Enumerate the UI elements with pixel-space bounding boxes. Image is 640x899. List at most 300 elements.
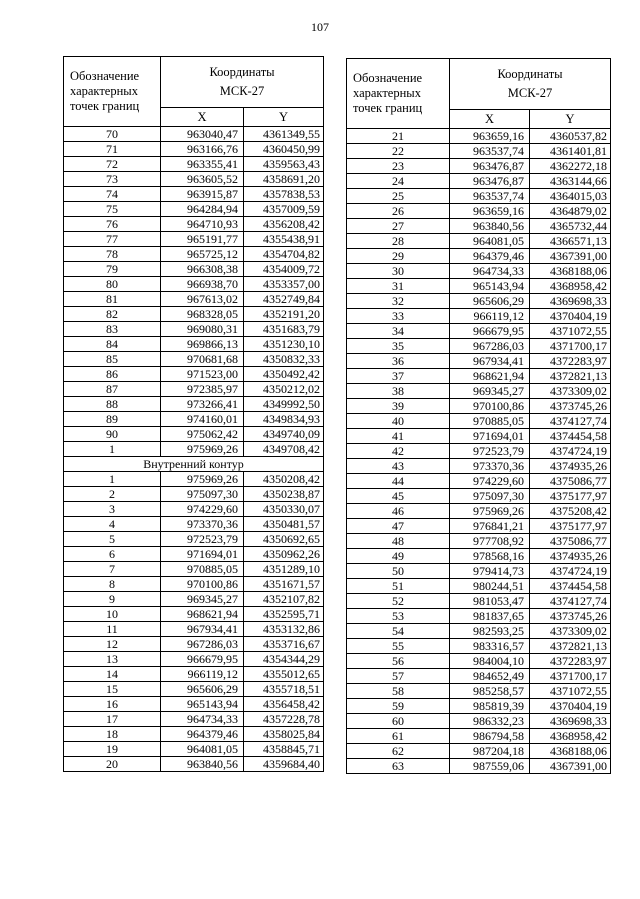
x-coordinate: 969866,13 <box>161 337 244 352</box>
point-number: 88 <box>64 397 161 412</box>
point-number: 87 <box>64 382 161 397</box>
x-coordinate: 963355,41 <box>161 157 244 172</box>
table-row <box>347 744 611 759</box>
y-coordinate: 4373309,02 <box>530 624 611 639</box>
x-coordinate: 969345,27 <box>450 384 530 399</box>
y-coordinate: 4350962,26 <box>244 547 324 562</box>
point-number: 46 <box>347 504 450 519</box>
y-coordinate: 4351230,10 <box>244 337 324 352</box>
point-number: 22 <box>347 144 450 159</box>
coordinates-table-left <box>63 56 324 772</box>
x-coordinate: 985258,57 <box>450 684 530 699</box>
point-number: 45 <box>347 489 450 504</box>
y-coordinate: 4354704,82 <box>244 247 324 262</box>
table-row <box>64 502 324 517</box>
point-number: 75 <box>64 202 161 217</box>
x-coordinate: 970100,86 <box>450 399 530 414</box>
table-row <box>347 264 611 279</box>
y-coordinate: 4375086,77 <box>530 474 611 489</box>
point-number: 14 <box>64 667 161 682</box>
x-coordinate: 981053,47 <box>450 594 530 609</box>
table-row <box>64 577 324 592</box>
x-coordinate: 965725,12 <box>161 247 244 262</box>
table-row <box>347 234 611 249</box>
table-row <box>64 382 324 397</box>
point-number: 77 <box>64 232 161 247</box>
point-number: 9 <box>64 592 161 607</box>
y-coordinate: 4352749,84 <box>244 292 324 307</box>
x-coordinate: 963659,16 <box>450 129 530 144</box>
point-number: 2 <box>64 487 161 502</box>
y-coordinate: 4353716,67 <box>244 637 324 652</box>
table-row <box>347 564 611 579</box>
point-number: 1 <box>64 472 161 487</box>
y-coordinate: 4375177,97 <box>530 519 611 534</box>
coordinates-table-right <box>346 58 611 774</box>
y-coordinate: 4374724,19 <box>530 564 611 579</box>
point-number: 47 <box>347 519 450 534</box>
table-row <box>64 682 324 697</box>
point-number: 42 <box>347 444 450 459</box>
point-number: 60 <box>347 714 450 729</box>
x-coordinate: 965143,94 <box>161 697 244 712</box>
table-row <box>347 399 611 414</box>
x-coordinate: 975969,26 <box>450 504 530 519</box>
table-row <box>64 322 324 337</box>
y-coordinate: 4374454,58 <box>530 429 611 444</box>
y-coordinate: 4359684,40 <box>244 757 324 772</box>
x-coordinate: 984004,10 <box>450 654 530 669</box>
y-coordinate: 4362272,18 <box>530 159 611 174</box>
x-coordinate: 964379,46 <box>450 249 530 264</box>
point-designation-header: Обозначение характерных точек границ <box>347 59 450 129</box>
point-number: 1 <box>64 442 161 457</box>
y-coordinate: 4361401,81 <box>530 144 611 159</box>
y-coordinate: 4369698,33 <box>530 294 611 309</box>
point-number: 24 <box>347 174 450 189</box>
y-column-header: Y <box>244 108 324 127</box>
table-row <box>64 142 324 157</box>
y-coordinate: 4375208,42 <box>530 504 611 519</box>
point-number: 31 <box>347 279 450 294</box>
y-coordinate: 4374935,26 <box>530 459 611 474</box>
point-number: 50 <box>347 564 450 579</box>
x-coordinate: 971523,00 <box>161 367 244 382</box>
x-coordinate: 963040,47 <box>161 127 244 142</box>
table-row <box>64 472 324 487</box>
y-coordinate: 4357838,53 <box>244 187 324 202</box>
x-coordinate: 966119,12 <box>450 309 530 324</box>
x-coordinate: 975969,26 <box>161 472 244 487</box>
x-coordinate: 963605,52 <box>161 172 244 187</box>
x-coordinate: 975062,42 <box>161 427 244 442</box>
x-coordinate: 978568,16 <box>450 549 530 564</box>
y-coordinate: 4350481,57 <box>244 517 324 532</box>
point-number: 49 <box>347 549 450 564</box>
x-coordinate: 974229,60 <box>450 474 530 489</box>
y-coordinate: 4364015,03 <box>530 189 611 204</box>
y-coordinate: 4373745,26 <box>530 399 611 414</box>
y-coordinate: 4355438,91 <box>244 232 324 247</box>
table-row <box>64 277 324 292</box>
y-coordinate: 4357009,59 <box>244 202 324 217</box>
table-row <box>64 172 324 187</box>
table-row <box>64 667 324 682</box>
y-coordinate: 4363144,66 <box>530 174 611 189</box>
x-coordinate: 969345,27 <box>161 592 244 607</box>
point-number: 33 <box>347 309 450 324</box>
x-coordinate: 963915,87 <box>161 187 244 202</box>
y-coordinate: 4364879,02 <box>530 204 611 219</box>
page-number: 107 <box>311 20 329 34</box>
y-coordinate: 4368188,06 <box>530 264 611 279</box>
point-number: 82 <box>64 307 161 322</box>
x-coordinate: 966679,95 <box>450 324 530 339</box>
table-row <box>347 759 611 774</box>
y-coordinate: 4357228,78 <box>244 712 324 727</box>
x-coordinate: 966119,12 <box>161 667 244 682</box>
point-number: 25 <box>347 189 450 204</box>
point-number: 78 <box>64 247 161 262</box>
y-coordinate: 4352595,71 <box>244 607 324 622</box>
point-number: 70 <box>64 127 161 142</box>
point-number: 58 <box>347 684 450 699</box>
y-coordinate: 4358025,84 <box>244 727 324 742</box>
y-coordinate: 4353132,86 <box>244 622 324 637</box>
point-number: 52 <box>347 594 450 609</box>
point-number: 36 <box>347 354 450 369</box>
y-coordinate: 4373309,02 <box>530 384 611 399</box>
point-number: 29 <box>347 249 450 264</box>
x-coordinate: 983316,57 <box>450 639 530 654</box>
point-number: 39 <box>347 399 450 414</box>
table-row <box>64 622 324 637</box>
x-coordinate: 967934,41 <box>161 622 244 637</box>
x-coordinate: 963476,87 <box>450 159 530 174</box>
point-number: 85 <box>64 352 161 367</box>
point-number: 53 <box>347 609 450 624</box>
y-coordinate: 4374454,58 <box>530 579 611 594</box>
point-number: 40 <box>347 414 450 429</box>
y-coordinate: 4366571,13 <box>530 234 611 249</box>
y-coordinate: 4354009,72 <box>244 262 324 277</box>
point-number: 13 <box>64 652 161 667</box>
x-coordinate: 966938,70 <box>161 277 244 292</box>
table-row <box>347 609 611 624</box>
x-coordinate: 986332,23 <box>450 714 530 729</box>
y-coordinate: 4354344,29 <box>244 652 324 667</box>
y-coordinate: 4367391,00 <box>530 249 611 264</box>
x-coordinate: 963476,87 <box>450 174 530 189</box>
point-number: 86 <box>64 367 161 382</box>
x-coordinate: 972385,97 <box>161 382 244 397</box>
point-number: 73 <box>64 172 161 187</box>
x-coordinate: 975969,26 <box>161 442 244 457</box>
y-coordinate: 4374127,74 <box>530 594 611 609</box>
y-coordinate: 4368188,06 <box>530 744 611 759</box>
point-number: 7 <box>64 562 161 577</box>
x-coordinate: 963166,76 <box>161 142 244 157</box>
table-row <box>64 592 324 607</box>
y-coordinate: 4349740,09 <box>244 427 324 442</box>
x-coordinate: 974229,60 <box>161 502 244 517</box>
x-coordinate: 966679,95 <box>161 652 244 667</box>
x-coordinate: 966308,38 <box>161 262 244 277</box>
x-coordinate: 964284,94 <box>161 202 244 217</box>
y-coordinate: 4350330,07 <box>244 502 324 517</box>
y-coordinate: 4374724,19 <box>530 444 611 459</box>
point-number: 62 <box>347 744 450 759</box>
point-number: 20 <box>64 757 161 772</box>
y-coordinate: 4350492,42 <box>244 367 324 382</box>
x-coordinate: 984652,49 <box>450 669 530 684</box>
table-row <box>347 474 611 489</box>
coordinate-system-label: МСК-27 <box>507 86 553 100</box>
table-row <box>347 429 611 444</box>
table-row <box>64 307 324 322</box>
x-coordinate: 965143,94 <box>450 279 530 294</box>
y-coordinate: 4375177,97 <box>530 489 611 504</box>
table-row <box>347 189 611 204</box>
table-row <box>64 337 324 352</box>
table-row <box>64 517 324 532</box>
y-coordinate: 4368958,42 <box>530 729 611 744</box>
y-column-header: Y <box>530 110 611 129</box>
y-coordinate: 4371072,55 <box>530 684 611 699</box>
table-row <box>347 489 611 504</box>
table-row <box>347 624 611 639</box>
table-row <box>64 352 324 367</box>
table-row <box>64 532 324 547</box>
y-coordinate: 4355012,65 <box>244 667 324 682</box>
x-coordinate: 980244,51 <box>450 579 530 594</box>
point-number: 41 <box>347 429 450 444</box>
y-coordinate: 4350212,02 <box>244 382 324 397</box>
x-coordinate: 964710,93 <box>161 217 244 232</box>
point-number: 89 <box>64 412 161 427</box>
y-coordinate: 4355718,51 <box>244 682 324 697</box>
x-coordinate: 973370,36 <box>161 517 244 532</box>
x-coordinate: 970885,05 <box>450 414 530 429</box>
y-coordinate: 4374935,26 <box>530 549 611 564</box>
point-number: 27 <box>347 219 450 234</box>
point-number: 83 <box>64 322 161 337</box>
x-coordinate: 963537,74 <box>450 144 530 159</box>
point-number: 34 <box>347 324 450 339</box>
table-row <box>64 232 324 247</box>
point-number: 3 <box>64 502 161 517</box>
table-row <box>347 519 611 534</box>
x-coordinate: 964734,33 <box>450 264 530 279</box>
point-number: 38 <box>347 384 450 399</box>
table-row <box>64 217 324 232</box>
x-coordinate: 970885,05 <box>161 562 244 577</box>
point-number: 56 <box>347 654 450 669</box>
y-coordinate: 4372283,97 <box>530 354 611 369</box>
point-number: 11 <box>64 622 161 637</box>
table-row <box>64 292 324 307</box>
x-coordinate: 964081,05 <box>450 234 530 249</box>
y-coordinate: 4358845,71 <box>244 742 324 757</box>
table-row <box>347 144 611 159</box>
y-coordinate: 4372283,97 <box>530 654 611 669</box>
x-coordinate: 964081,05 <box>161 742 244 757</box>
y-coordinate: 4367391,00 <box>530 759 611 774</box>
y-coordinate: 4350208,42 <box>244 472 324 487</box>
x-coordinate: 971694,01 <box>161 547 244 562</box>
y-coordinate: 4361349,55 <box>244 127 324 142</box>
x-coordinate: 969080,31 <box>161 322 244 337</box>
section-row <box>64 457 324 472</box>
y-coordinate: 4353357,00 <box>244 277 324 292</box>
table-row <box>347 459 611 474</box>
x-coordinate: 967613,02 <box>161 292 244 307</box>
y-coordinate: 4349992,50 <box>244 397 324 412</box>
x-coordinate: 967286,03 <box>450 339 530 354</box>
table-row <box>64 262 324 277</box>
point-number: 79 <box>64 262 161 277</box>
y-coordinate: 4352191,20 <box>244 307 324 322</box>
y-coordinate: 4360537,82 <box>530 129 611 144</box>
table-row <box>347 414 611 429</box>
point-number: 18 <box>64 727 161 742</box>
point-number: 90 <box>64 427 161 442</box>
table-row <box>347 159 611 174</box>
table-row <box>64 742 324 757</box>
table-row <box>64 127 324 142</box>
point-number: 5 <box>64 532 161 547</box>
table-row <box>347 294 611 309</box>
point-number: 54 <box>347 624 450 639</box>
point-number: 44 <box>347 474 450 489</box>
point-number: 57 <box>347 669 450 684</box>
coordinates-label: Координаты <box>497 67 563 81</box>
point-number: 37 <box>347 369 450 384</box>
y-coordinate: 4371700,17 <box>530 669 611 684</box>
x-coordinate: 963659,16 <box>450 204 530 219</box>
table-row <box>347 384 611 399</box>
table-row <box>64 547 324 562</box>
coordinates-header <box>450 59 611 110</box>
table-row <box>64 412 324 427</box>
y-coordinate: 4375086,77 <box>530 534 611 549</box>
x-coordinate: 963840,56 <box>450 219 530 234</box>
table-row <box>64 487 324 502</box>
x-coordinate: 973266,41 <box>161 397 244 412</box>
table-row <box>347 219 611 234</box>
point-number: 55 <box>347 639 450 654</box>
point-number: 15 <box>64 682 161 697</box>
x-coordinate: 964734,33 <box>161 712 244 727</box>
x-coordinate: 974160,01 <box>161 412 244 427</box>
table-row <box>64 757 324 772</box>
x-coordinate: 987559,06 <box>450 759 530 774</box>
table-row <box>64 712 324 727</box>
point-number: 8 <box>64 577 161 592</box>
point-number: 81 <box>64 292 161 307</box>
table-row <box>347 669 611 684</box>
x-column-header: X <box>161 108 244 127</box>
table-row <box>64 367 324 382</box>
table-row <box>347 339 611 354</box>
point-number: 80 <box>64 277 161 292</box>
point-number: 84 <box>64 337 161 352</box>
point-number: 28 <box>347 234 450 249</box>
table-row <box>347 204 611 219</box>
table-row <box>347 684 611 699</box>
x-coordinate: 970681,68 <box>161 352 244 367</box>
table-row <box>347 594 611 609</box>
table-row <box>64 427 324 442</box>
point-number: 23 <box>347 159 450 174</box>
x-coordinate: 985819,39 <box>450 699 530 714</box>
table-row <box>347 324 611 339</box>
point-number: 6 <box>64 547 161 562</box>
y-coordinate: 4349708,42 <box>244 442 324 457</box>
x-coordinate: 965606,29 <box>450 294 530 309</box>
table-row <box>64 562 324 577</box>
x-coordinate: 967286,03 <box>161 637 244 652</box>
point-number: 61 <box>347 729 450 744</box>
point-number: 4 <box>64 517 161 532</box>
table-row <box>64 157 324 172</box>
x-coordinate: 965191,77 <box>161 232 244 247</box>
table-row <box>64 247 324 262</box>
point-number: 59 <box>347 699 450 714</box>
x-coordinate: 981837,65 <box>450 609 530 624</box>
point-number: 71 <box>64 142 161 157</box>
table-row <box>64 202 324 217</box>
x-coordinate: 972523,79 <box>450 444 530 459</box>
point-number: 12 <box>64 637 161 652</box>
table-row <box>64 397 324 412</box>
table-row <box>347 699 611 714</box>
table-row <box>347 639 611 654</box>
point-number: 74 <box>64 187 161 202</box>
x-coordinate: 972523,79 <box>161 532 244 547</box>
point-number: 48 <box>347 534 450 549</box>
coordinates-label: Координаты <box>209 65 275 79</box>
point-number: 21 <box>347 129 450 144</box>
table-row <box>347 714 611 729</box>
coordinate-system-label: МСК-27 <box>219 84 265 98</box>
point-number: 16 <box>64 697 161 712</box>
y-coordinate: 4371700,17 <box>530 339 611 354</box>
y-coordinate: 4359563,43 <box>244 157 324 172</box>
point-number: 51 <box>347 579 450 594</box>
y-coordinate: 4351289,10 <box>244 562 324 577</box>
table-row <box>64 652 324 667</box>
y-coordinate: 4368958,42 <box>530 279 611 294</box>
point-number: 32 <box>347 294 450 309</box>
table-row <box>64 727 324 742</box>
table-row <box>64 607 324 622</box>
point-number: 26 <box>347 204 450 219</box>
x-coordinate: 977708,92 <box>450 534 530 549</box>
x-coordinate: 975097,30 <box>450 489 530 504</box>
table-row <box>347 579 611 594</box>
y-coordinate: 4352107,82 <box>244 592 324 607</box>
y-coordinate: 4372821,13 <box>530 639 611 654</box>
table-row <box>347 444 611 459</box>
y-coordinate: 4358691,20 <box>244 172 324 187</box>
point-number: 10 <box>64 607 161 622</box>
point-number: 30 <box>347 264 450 279</box>
x-coordinate: 976841,21 <box>450 519 530 534</box>
table-row <box>347 354 611 369</box>
point-number: 17 <box>64 712 161 727</box>
y-coordinate: 4350238,87 <box>244 487 324 502</box>
